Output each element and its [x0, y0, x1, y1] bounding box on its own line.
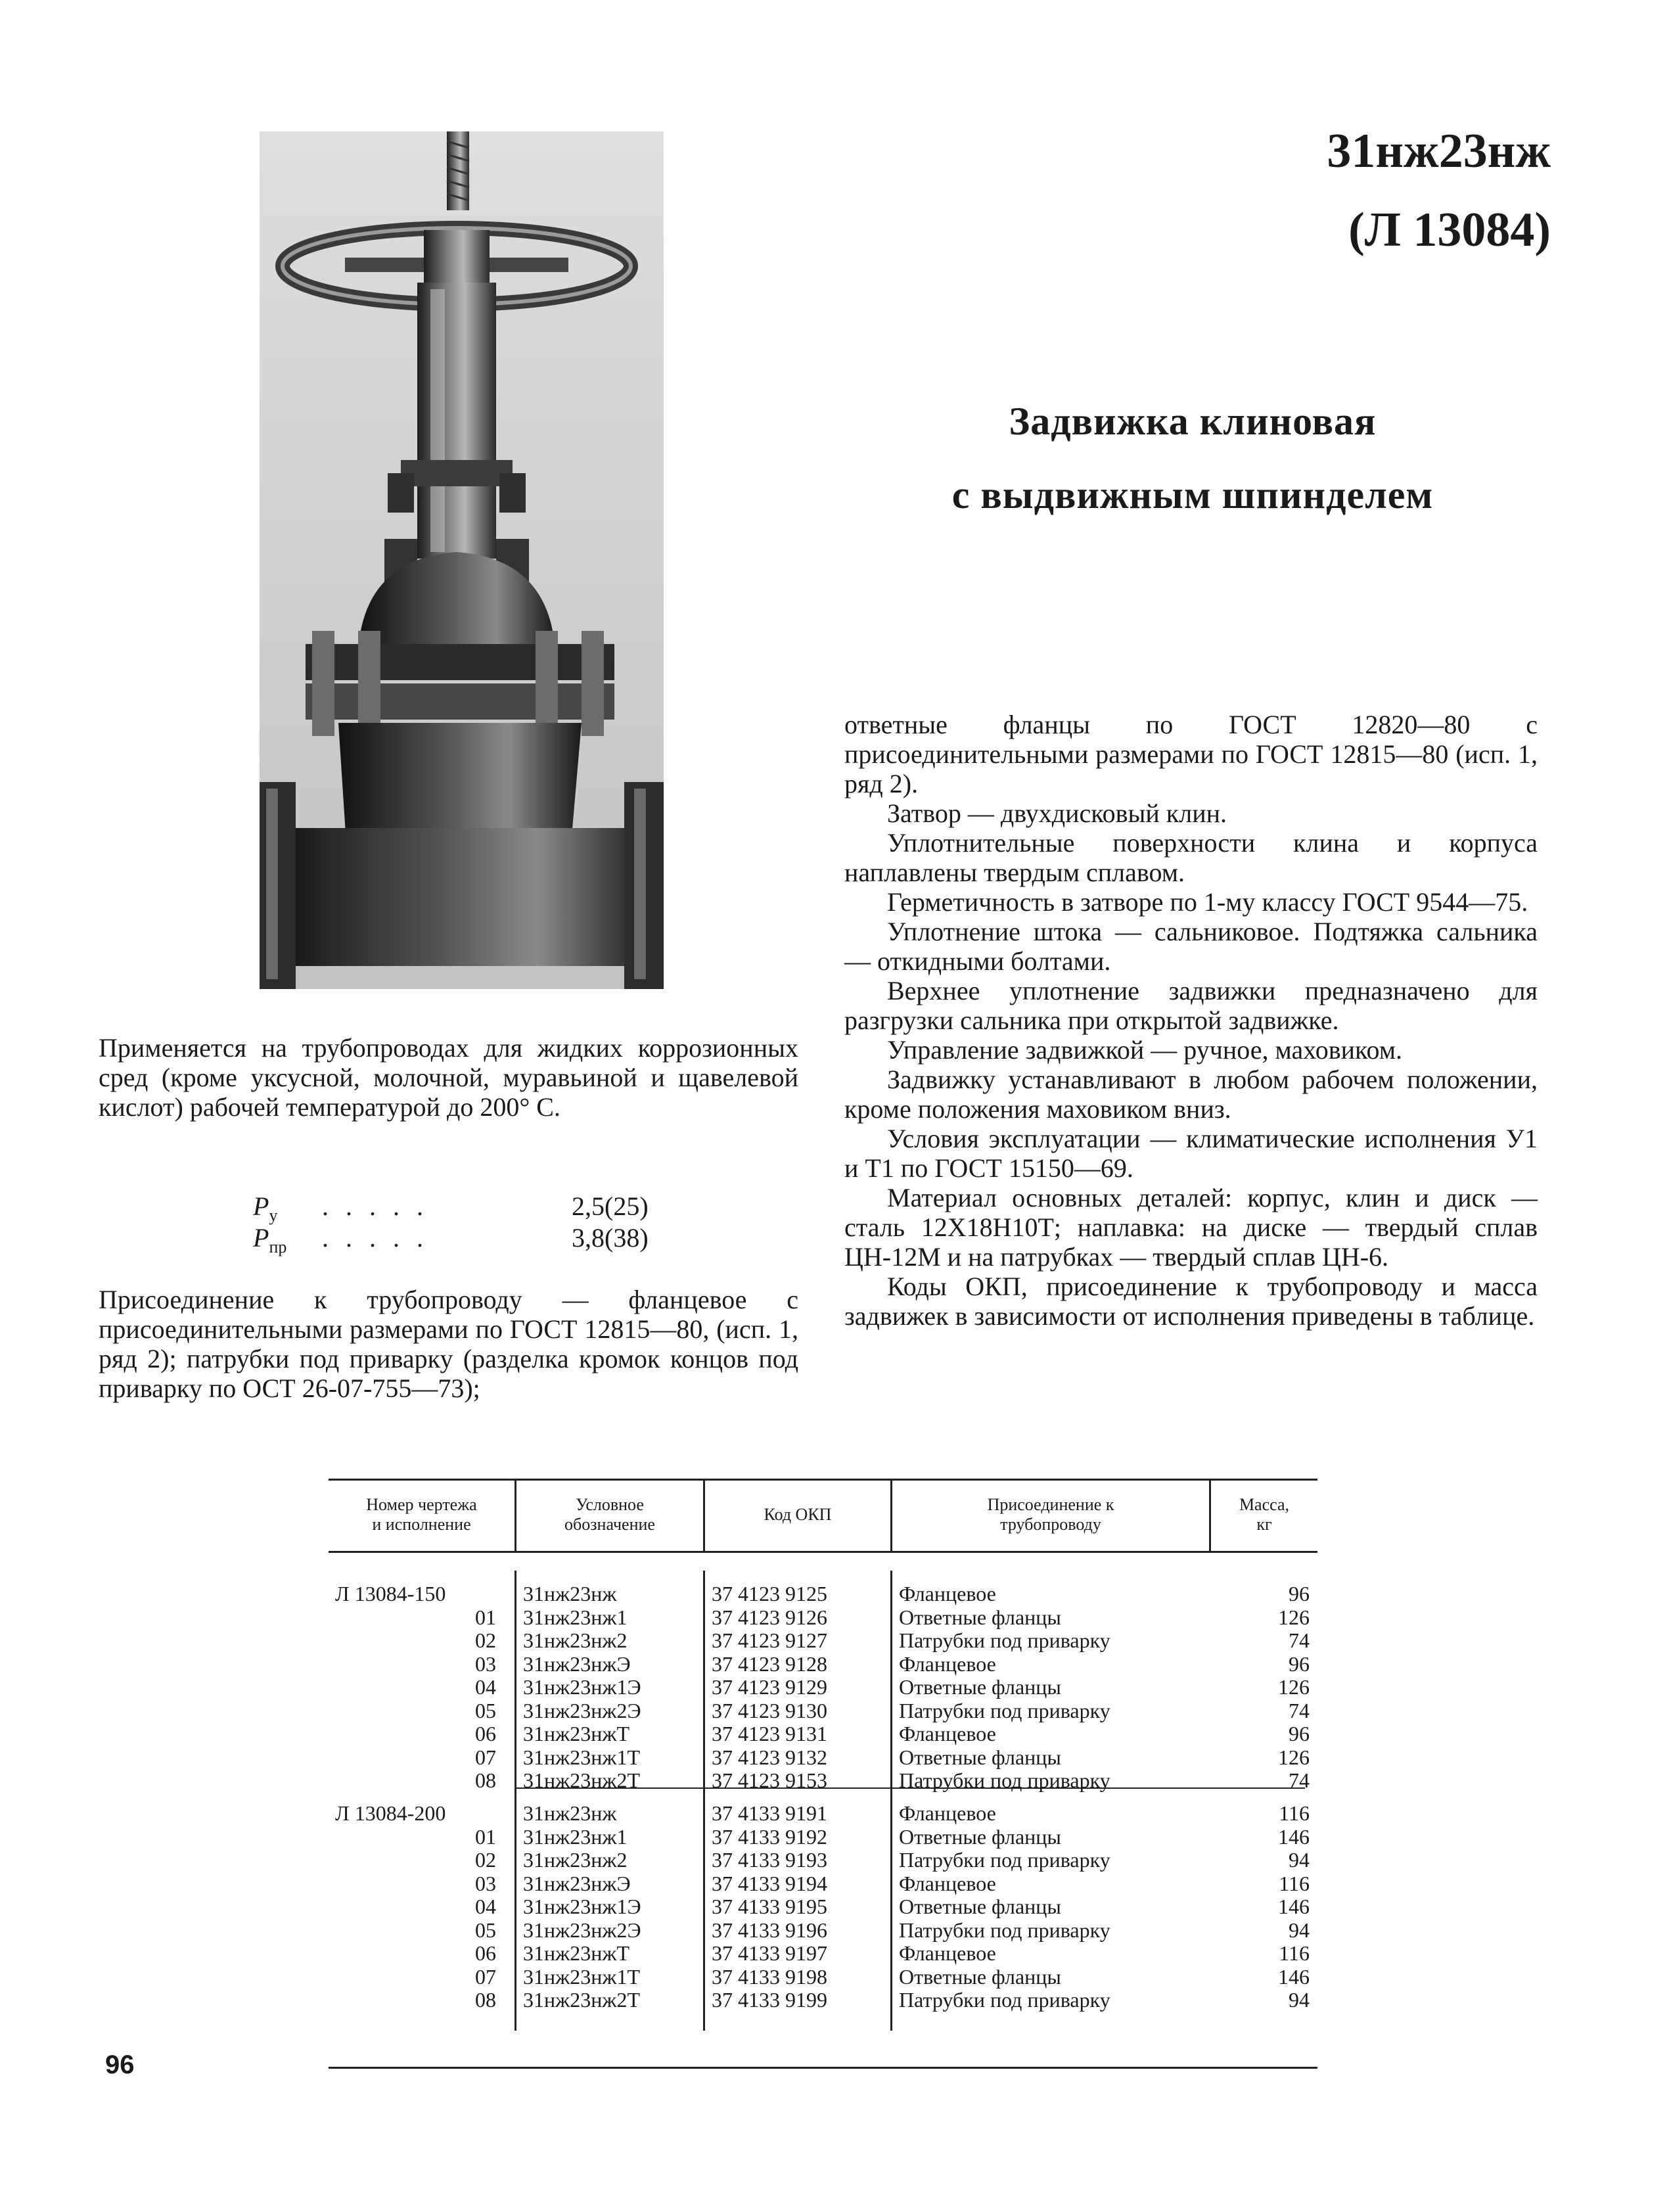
spec-paragraph: Управление задвижкой — ручное, маховиком. — [887, 1035, 1403, 1065]
param-value: 3,8(38) — [572, 1223, 649, 1253]
table-cell-designation: 31нж23нж — [523, 1582, 617, 1605]
table-cell-mass: 74 — [1289, 1768, 1310, 1792]
spec-paragraph: ответные фланцы по ГОСТ 12820—80 с присоединительными размерами по ГОСТ 12815—80 (исп. 1, ряд 2). — [844, 710, 1538, 798]
table-cell-connection: Фланцевое — [899, 1651, 996, 1676]
table-cell-mass: 116 — [1279, 1941, 1310, 1965]
table-cell-designation: 31нж23нжТ — [523, 1722, 630, 1745]
spec-paragraph: Условия эксплуатации — климатические исполнения У1 и Т1 по ГОСТ 15150—69. — [844, 1124, 1538, 1183]
title-line2: с выдвижным шпинделем — [951, 473, 1434, 517]
table-cell-okp: 37 4123 9131 — [712, 1722, 827, 1745]
table-cell-mass: 126 — [1278, 1675, 1310, 1699]
param-dots: ..... — [322, 1191, 440, 1221]
table-cell-drawing: 07 — [475, 1964, 496, 1989]
table-cell-drawing: 08 — [475, 1768, 496, 1792]
table-cell-connection: Патрубки под приварку — [899, 1698, 1110, 1722]
table-cell-connection: Патрубки под приварку — [899, 1848, 1110, 1872]
table-cell-mass: 126 — [1278, 1745, 1310, 1769]
table-cell-designation: 31нж23нж1 — [523, 1824, 628, 1849]
table-cell-designation: 31нж23нжТ — [523, 1941, 630, 1965]
table-cell-designation: 31нж23нж2 — [523, 1848, 628, 1872]
table-cell-designation: 31нж23нжЭ — [523, 1871, 631, 1895]
table-cell-mass: 94 — [1289, 1918, 1310, 1942]
table-cell-mass: 74 — [1289, 1628, 1310, 1652]
table-cell-designation: 31нж23нжЭ — [523, 1651, 631, 1676]
table-cell-okp: 37 4133 9193 — [712, 1848, 827, 1872]
table-cell-connection: Фланцевое — [899, 1941, 996, 1965]
header-designation: Условное обозначение — [564, 1495, 655, 1534]
table-cell-mass: 94 — [1289, 1988, 1310, 2012]
table-cell-mass: 146 — [1278, 1824, 1310, 1849]
param-dots: ..... — [322, 1223, 440, 1253]
table-cell-okp: 37 4133 9198 — [712, 1964, 827, 1989]
table-cell-designation: 31нж23нж2Т — [523, 1988, 641, 2012]
table-cell-designation: 31нж23нж2Э — [523, 1698, 641, 1722]
table-cell-mass: 96 — [1289, 1582, 1310, 1605]
connection-description — [99, 1285, 798, 1403]
product-code-line1: 31нж23нж — [1327, 124, 1551, 178]
table-cell-okp: 37 4133 9191 — [712, 1801, 827, 1825]
table-cell-designation: 31нж23нж1Т — [523, 1964, 641, 1989]
table-bottom-rule — [329, 2067, 1317, 2069]
table-cell-connection: Фланцевое — [899, 1871, 996, 1895]
param-row — [253, 1191, 674, 1225]
table-cell-okp: 37 4133 9199 — [712, 1988, 827, 2012]
param-row — [253, 1222, 674, 1254]
table-cell-mass: 146 — [1278, 1895, 1310, 1918]
table-cell-drawing: 05 — [475, 1918, 496, 1942]
connection-paragraph: Присоединение к трубопроводу — фланцевое с присоединительными размерами по ГОСТ 12815—80, (исп. 1, ряд 2); патрубки под приварку (разделка кромок концов под приварку по ОСТ 26-07-755—73); — [99, 1285, 798, 1403]
product-code — [1262, 112, 1551, 269]
table-cell-okp: 37 4123 9129 — [712, 1675, 827, 1699]
table-cell-okp: 37 4123 9132 — [712, 1745, 827, 1769]
title-line1: Задвижка клиновая — [1009, 400, 1377, 443]
table-cell-designation: 31нж23нж — [523, 1801, 617, 1825]
product-code-line2: (Л 13084) — [1348, 203, 1551, 257]
table-cell-connection: Патрубки под приварку — [899, 1918, 1110, 1942]
table-cell-connection: Ответные фланцы — [899, 1745, 1061, 1769]
column-divider — [703, 1571, 705, 2031]
table-cell-mass: 116 — [1279, 1871, 1310, 1895]
table-cell-connection: Фланцевое — [899, 1722, 996, 1745]
table-cell-drawing: 08 — [475, 1988, 496, 2012]
table-cell-designation: 31нж23нж1Э — [523, 1675, 641, 1699]
page-number: 96 — [105, 2050, 135, 2079]
table-cell-drawing: 02 — [475, 1848, 496, 1872]
header-drawing: Номер чертежа и исполнение — [366, 1495, 477, 1534]
table-cell-drawing: 03 — [475, 1651, 496, 1676]
table-cell-designation: 31нж23нж1Т — [523, 1745, 641, 1769]
table-cell-okp: 37 4123 9128 — [712, 1651, 827, 1676]
table-cell-designation: 31нж23нж1 — [523, 1605, 628, 1629]
table-cell-connection: Патрубки под приварку — [899, 1988, 1110, 2012]
table-cell-connection: Ответные фланцы — [899, 1824, 1061, 1849]
table-cell-okp: 37 4123 9153 — [712, 1768, 827, 1792]
table-cell-connection: Ответные фланцы — [899, 1964, 1061, 1989]
execution-table — [329, 1479, 1317, 2070]
table-cell-okp: 37 4123 9127 — [712, 1628, 827, 1652]
table-cell-drawing: 02 — [475, 1628, 496, 1652]
pressure-parameters — [253, 1191, 674, 1254]
header-okp: Код ОКП — [764, 1505, 832, 1524]
gate-valve-illustration — [260, 131, 664, 989]
table-cell-designation: 31нж23нж2Т — [523, 1768, 641, 1792]
table-cell-mass: 116 — [1279, 1801, 1310, 1825]
table-cell-designation: 31нж23нж2Э — [523, 1918, 641, 1942]
table-cell-drawing: 06 — [475, 1722, 496, 1745]
table-cell-okp: 37 4133 9196 — [712, 1918, 827, 1942]
table-cell-okp: 37 4133 9194 — [712, 1871, 827, 1895]
table-cell-drawing: 03 — [475, 1871, 496, 1895]
table-cell-connection: Фланцевое — [899, 1582, 996, 1605]
table-cell-mass: 96 — [1289, 1722, 1310, 1745]
table-cell-okp: 37 4133 9197 — [712, 1941, 827, 1965]
table-cell-drawing: Л 13084-150 — [335, 1582, 446, 1605]
table-cell-drawing: 04 — [475, 1895, 496, 1918]
table-cell-okp: 37 4123 9130 — [712, 1698, 827, 1722]
param-symbol: $P_у$ — [253, 1191, 278, 1225]
table-cell-designation: 31нж23нж2 — [523, 1628, 628, 1652]
column-divider — [514, 1571, 516, 2031]
table-cell-designation: 31нж23нж1Э — [523, 1895, 641, 1918]
table-cell-connection: Фланцевое — [899, 1801, 996, 1825]
table-top-rule — [329, 1479, 1317, 1481]
table-cell-connection: Патрубки под приварку — [899, 1628, 1110, 1652]
table-cell-drawing: 04 — [475, 1675, 496, 1699]
spec-paragraph: Задвижку устанавливают в любом рабочем положении, кроме положения маховиком вниз. — [844, 1065, 1538, 1124]
table-cell-drawing: 06 — [475, 1941, 496, 1965]
spec-paragraph: Уплотнительные поверхности клина и корпуса наплавлены твердым сплавом. — [844, 828, 1538, 887]
table-cell-mass: 126 — [1278, 1605, 1310, 1629]
table-cell-connection: Ответные фланцы — [899, 1895, 1061, 1918]
application-paragraph: Применяется на трубопроводах для жидких коррозионных сред (кроме уксусной, молочной, муравьиной и щавелевой кислот) рабочей температурой до 200° С. — [99, 1033, 798, 1122]
column-divider — [890, 1571, 892, 2031]
table-cell-mass: 146 — [1278, 1964, 1310, 1989]
spec-paragraph: Уплотнение штока — сальниковое. Подтяжка сальника — откидными болтами. — [844, 917, 1538, 976]
table-cell-drawing: 07 — [475, 1745, 496, 1769]
table-cell-drawing: 01 — [475, 1605, 496, 1629]
table-cell-drawing: 05 — [475, 1698, 496, 1722]
table-cell-connection: Ответные фланцы — [899, 1675, 1061, 1699]
table-cell-connection: Патрубки под приварку — [899, 1768, 1110, 1792]
spec-paragraph: Материал основных деталей: корпус, клин и диск — сталь 12Х18Н10Т; наплавка: на диске — твердый сплав ЦН-12М и на патрубках — твердый сплав ЦН-6. — [844, 1183, 1538, 1272]
table-cell-mass: 96 — [1289, 1651, 1310, 1676]
param-symbol: $P_{пр}$ — [253, 1223, 287, 1256]
table-cell-mass: 94 — [1289, 1848, 1310, 1872]
spec-paragraph: Герметичность в затворе по 1-му классу ГОСТ 9544—75. — [887, 887, 1528, 917]
spec-paragraph: Затвор — двухдисковый клин. — [887, 798, 1227, 828]
table-cell-connection: Ответные фланцы — [899, 1605, 1061, 1629]
table-cell-okp: 37 4123 9125 — [712, 1582, 827, 1605]
table-cell-okp: 37 4133 9195 — [712, 1895, 827, 1918]
table-cell-mass: 74 — [1289, 1698, 1310, 1722]
page-title — [867, 384, 1518, 532]
param-value: 2,5(25) — [572, 1191, 649, 1221]
table-cell-drawing: Л 13084-200 — [335, 1801, 446, 1825]
specification-text — [844, 710, 1538, 1331]
header-connection: Присоединение к трубопроводу — [987, 1495, 1114, 1534]
table-header-rule — [329, 1551, 1317, 1553]
table-cell-okp: 37 4133 9192 — [712, 1824, 827, 1849]
spec-paragraph: Коды ОКП, присоединение к трубопроводу и масса задвижек в зависимости от исполнения приведены в таблице. — [844, 1272, 1538, 1331]
header-mass: Масса, кг — [1239, 1495, 1290, 1534]
table-cell-okp: 37 4123 9126 — [712, 1605, 827, 1629]
valve-photo — [260, 131, 664, 989]
table-cell-drawing: 01 — [475, 1824, 496, 1849]
application-description — [99, 1033, 798, 1122]
spec-paragraph: Верхнее уплотнение задвижки предназначено для разгрузки сальника при открытой задвижке. — [844, 976, 1538, 1035]
